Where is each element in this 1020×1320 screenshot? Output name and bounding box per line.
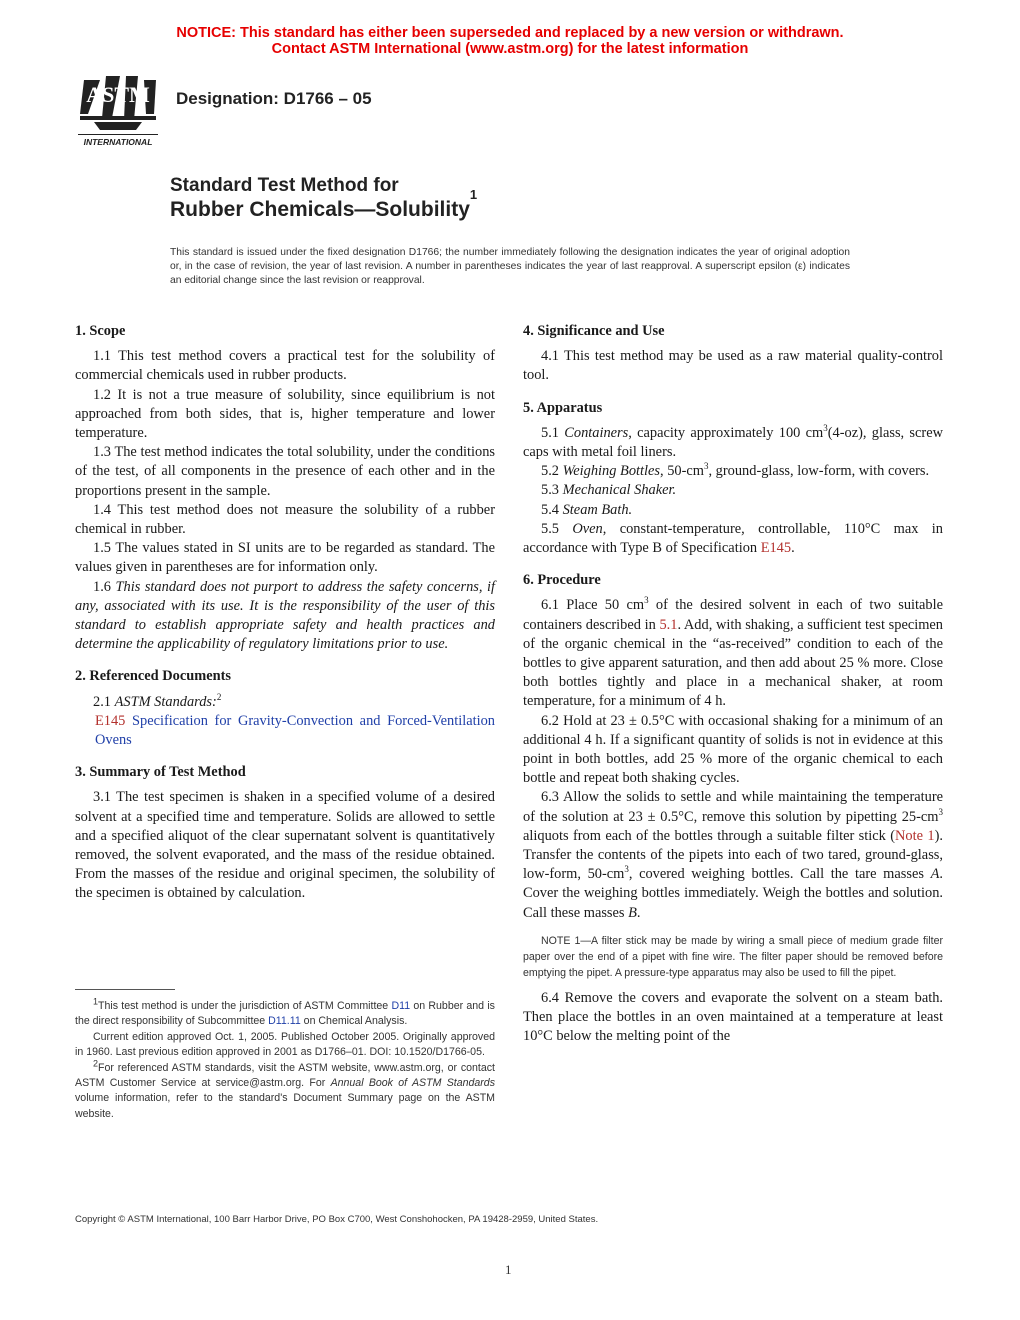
footnote-1: $^1$This test method is under the jurisdiction of ASTM Committee D11 on Rubber and is the direct responsibility of Subcommittee D11.11 on Chemical Analysis. — [75, 996, 495, 1028]
notice-line-1: NOTICE: This standard has either been superseded and replaced by a new version or withdrawn. — [176, 25, 844, 41]
paragraph: 1.6 This standard does not purport to address the safety concerns, if any, associated with its use. It is the responsibility of the user of this standard to establish appropriate safety and health practices and determine the applicability of regulatory limitations prior to use. — [75, 578, 495, 653]
designation: Designation: D1766 – 05 — [176, 89, 372, 108]
copyright: Copyright © ASTM International, 100 Barr Harbor Drive, PO Box C700, West Conshohocken, PA 19428-2959, United States. — [75, 1214, 599, 1225]
paragraph: 1.1 This test method covers a practical test for the solubility of commercial chemicals used in rubber products. — [75, 348, 495, 384]
paragraph: 2.1 ASTM Standards:$^2$ — [93, 691, 222, 710]
apparatus-item: 5.5 Oven, constant-temperature, controllable, 110°C max in accordance with Type B of Specification E145. — [523, 520, 943, 557]
paragraph: 4.1 This test method may be used as a raw material quality-control tool. — [523, 348, 943, 384]
logo-subtitle: INTERNATIONAL — [83, 137, 153, 147]
footnote-1-edition: Current edition approved Oct. 1, 2005. Published October 2005. Originally approved in 1960. Last previous edition approved in 2001 as D1766–01. DOI: 10.1520/D1766-05. — [75, 1030, 495, 1059]
notice-line-2: Contact ASTM International (www.astm.org) for the latest information — [271, 41, 749, 57]
paragraph: 6.1 Place 50 $cm^3$ of the desired solvent in each of two suitable containers described in 5.1. Add, with shaking, a sufficient test specimen of the organic chemical in the “as-received” condition to each of the bottles to give apparent saturation, and then add about 25 % more. Close both bottles tightly and place in a mechanical shaker, at room temperature, for a minimum of 4 h. — [523, 595, 943, 710]
subcommittee-link[interactable]: D11.11 — [268, 1015, 301, 1028]
document-title — [170, 175, 477, 223]
note-link[interactable]: Note 1 — [895, 827, 935, 844]
committee-link[interactable]: D11 — [391, 1000, 411, 1012]
paragraph: 6.2 Hold at 23 ± 0.5°C with occasional shaking for a minimum of an additional 4 h. If a significant quantity of solids is not in evidence at this point in both bottles, add 25 % more of the organic chemical to each bottle and repeat both shaking cycles. — [523, 712, 943, 787]
right-column — [523, 322, 943, 1047]
title-footnote-mark: 1 — [469, 187, 478, 202]
paragraph: 1.2 It is not a true measure of solubility, since equilibrium is not approached from both sides, that is, higher temperature and lower temperature. — [75, 386, 495, 442]
footnote-divider — [75, 989, 175, 990]
paragraph: 6.3 Allow the solids to settle and while maintaining the temperature of the solution at 23 ± 0.5°C, remove this solution by pipetting $25-cm^3$ aliquots from each of the bottles through a suitable filter stick (Note 1). Transfer the contents of the pipets into each of two tared, ground-glass, low-form, $50-cm^3$, covered weighing bottles. Call the tare masses A. Cover the weighing bottles immediately. Weigh the bottles and solution. Call these masses B. — [523, 789, 943, 921]
logo-text: ASTM — [86, 82, 150, 107]
apparatus-item: 5.3 Mechanical Shaker. — [541, 482, 677, 499]
note-1: NOTE 1—A filter stick may be made by wiring a small piece of medium grade filter paper over the end of a pipet with fine wire. The filter paper should be removed before emptying the pipet. A pressure-type apparatus may also be used to fill the pipet. — [523, 934, 943, 979]
title-line-2 — [170, 187, 478, 223]
apparatus-item: 5.1 Containers, capacity approximately 100 $cm^3(4-oz)$, glass, screw caps with metal foil liners. — [523, 423, 943, 461]
reference-code-link[interactable]: E145 — [95, 712, 126, 729]
paragraph: 1.5 The values stated in SI units are to be regarded as standard. The values given in parentheses are for information only. — [75, 540, 495, 576]
apparatus-item: 5.4 Steam Bath. — [541, 501, 633, 518]
section-heading: 3. Summary of Test Method — [75, 764, 246, 781]
section-heading: 5. Apparatus — [523, 399, 603, 416]
spec-link[interactable]: E145 — [760, 540, 792, 557]
section-heading: 4. Significance and Use — [523, 323, 665, 339]
astm-logo — [76, 72, 160, 148]
left-column — [75, 322, 495, 904]
reference-title-link[interactable]: Specification for Gravity-Convection and Forced-Ventilation Ovens — [95, 712, 495, 749]
footnotes — [75, 996, 495, 1122]
safety-statement: This standard does not purport to address the safety concerns, if any, associated with its use. It is the responsibility of the user of this standard to establish appropriate safety and health practices and determine the applicability of regulatory limitations prior to use. — [75, 578, 495, 653]
paragraph: 1.4 This test method does not measure the solubility of a rubber chemical in rubber. — [75, 501, 495, 538]
reference-item[interactable] — [75, 712, 495, 750]
title-main: Rubber Chemicals—Solubility — [170, 198, 470, 221]
apparatus-item: 5.2 Weighing Bottles, $50-cm^3$, ground-glass, low-form, with covers. — [541, 461, 930, 480]
footnote-2: $^2$For referenced ASTM standards, visit the ASTM website, www.astm.org, or contact ASTM Customer Service at service@astm.org. For Annual Book of ASTM Standards volume information, refer to the standard's Document Summary page on the ASTM website. — [75, 1058, 495, 1120]
title-line-1: Standard Test Method for — [170, 175, 399, 196]
page-number: 1 — [505, 1262, 512, 1277]
paragraph: 1.3 The test method indicates the total solubility, under the conditions of the test, of all components in the presence of each other and in the proportions present in the sample. — [75, 444, 495, 499]
paragraph: 3.1 The test specimen is shaken in a specified volume of a desired solvent at a specified time and temperature. Solids are allowed to settle and a specified aliquot of the clear supernatant solvent is quantitatively removed, the solvent evaporated, and the mass of the residue obtained. From the masses of the residue and original specimen, the solubility of the specimen is obtained by calculation. — [75, 789, 495, 902]
intro-paragraph: This standard is issued under the fixed designation D1766; the number immediately following the designation indicates the year of original adoption or, in the case of revision, the year of last revision. A number in parentheses indicates the year of last reapproval. A superscript epsilon (ε) indicates an editorial change since the last revision or reapproval. — [170, 247, 850, 286]
section-heading: 1. Scope — [75, 323, 126, 339]
paragraph: 6.4 Remove the covers and evaporate the solvent on a steam bath. Then place the bottles in an oven maintained at a temperature at least 10°C below the melting point of the — [523, 989, 943, 1045]
section-link[interactable]: 5.1 — [659, 616, 678, 633]
withdrawal-notice — [0, 25, 1020, 57]
section-heading: 2. Referenced Documents — [75, 668, 231, 685]
section-heading: 6. Procedure — [523, 572, 601, 589]
